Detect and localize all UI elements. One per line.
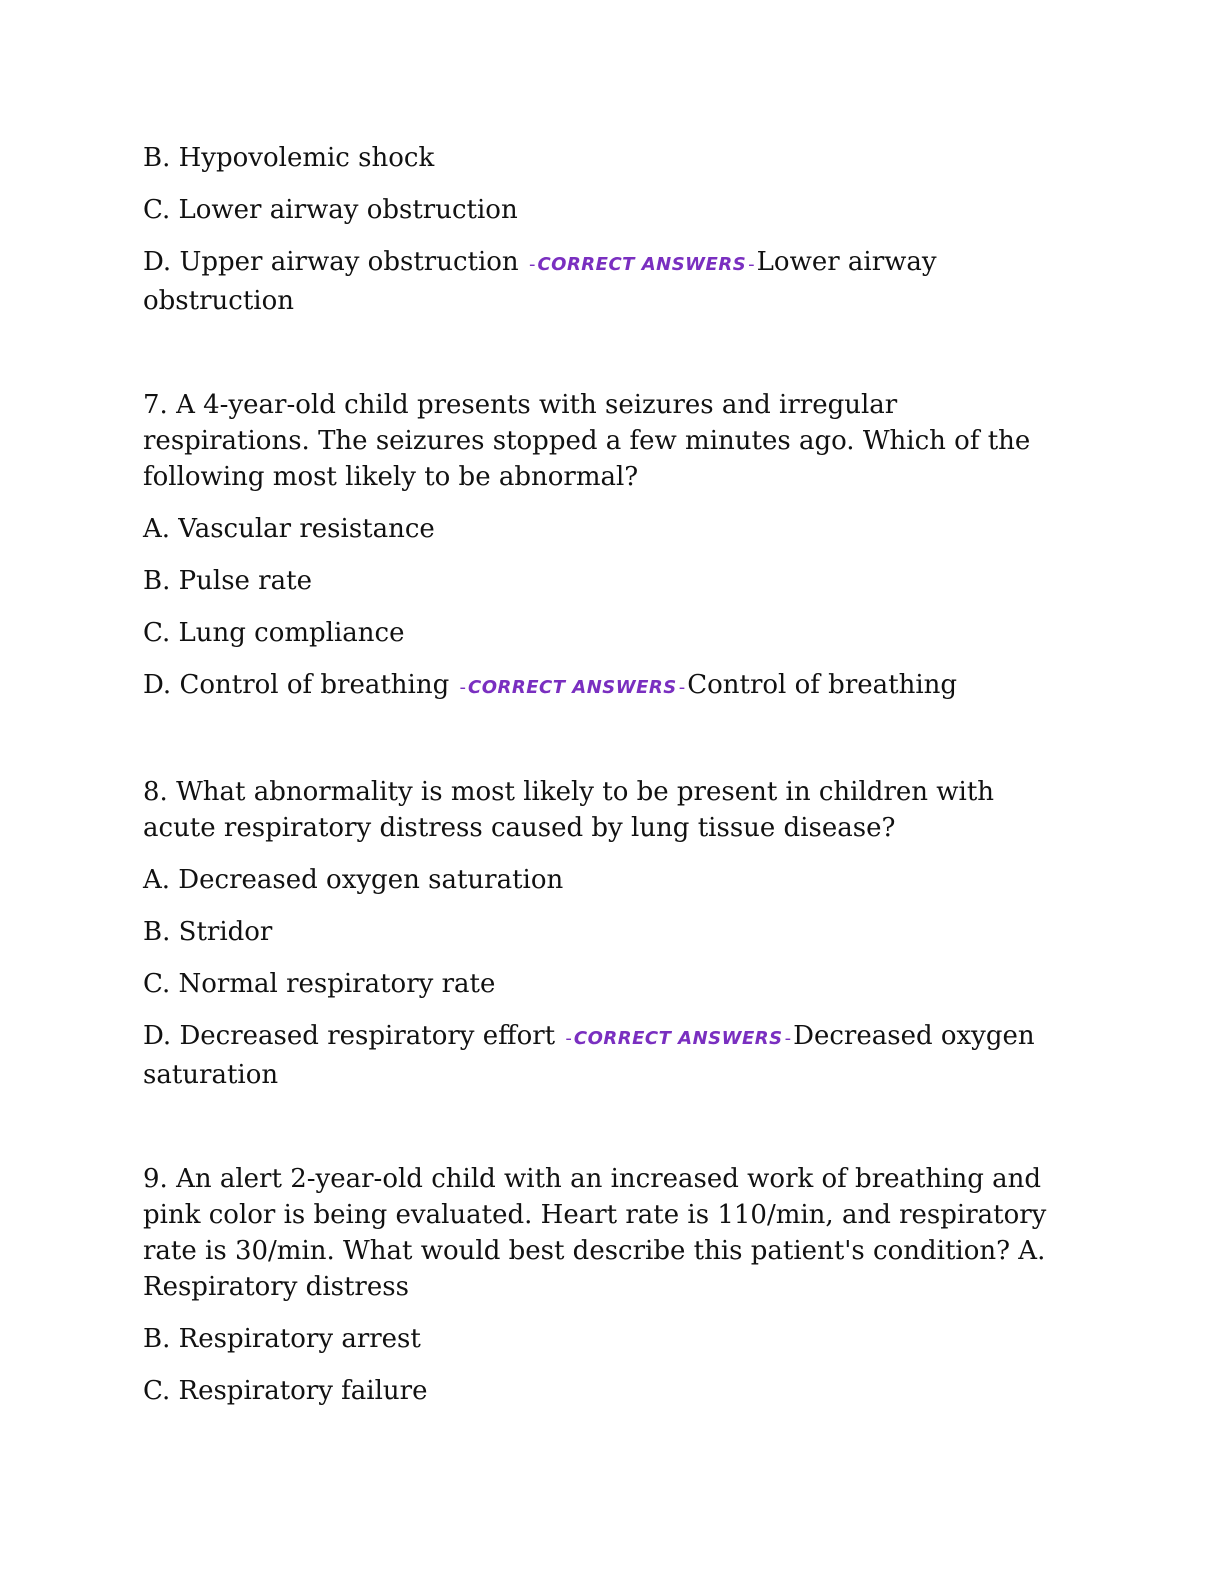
option-d: D. Control of breathing <box>143 670 450 700</box>
question-text: 7. A 4-year-old child presents with seizures and irregular respirations. The seizures stopped a few minutes ago. Which of the following most likely to be abnormal? <box>143 390 1031 492</box>
question-text: 8. What abnormality is most likely to be present in children with acute respiratory distress caused by lung tissue disease? <box>143 777 995 843</box>
correct-answer: Lower airway obstruction <box>143 247 937 316</box>
option-d-with-answer <box>143 667 1063 706</box>
option-b: B. Hypovolemic shock <box>143 143 435 173</box>
correct-answers-marker: - CORRECT ANSWERS - <box>565 1028 792 1049</box>
option-c: C. Normal respiratory rate <box>143 969 496 999</box>
question-spacer <box>143 722 1063 774</box>
correct-answers-label: CORRECT ANSWERS <box>573 1028 783 1049</box>
question-block-8 <box>143 774 1063 1093</box>
question-block-7 <box>143 387 1063 706</box>
question-text: 9. An alert 2-year-old child with an increased work of breathing and pink color is being evaluated. Heart rate is 110/min, and respiratory rate is 30/min. What would best describe this patient's condition? A. Respiratory distress <box>143 1164 1047 1302</box>
correct-answer: Control of breathing <box>687 670 958 700</box>
option-b: B. Pulse rate <box>143 566 312 596</box>
question-block-9 <box>143 1161 1063 1409</box>
option-d: D. Decreased respiratory effort <box>143 1021 556 1051</box>
option-b: B. Stridor <box>143 917 273 947</box>
correct-answers-marker: - CORRECT ANSWERS - <box>528 254 755 275</box>
option-c: C. Lung compliance <box>143 618 405 648</box>
question-spacer <box>143 1109 1063 1161</box>
option-d-with-answer <box>143 1018 1063 1093</box>
correct-answers-label: CORRECT ANSWERS <box>468 677 677 698</box>
option-d: D. Upper airway obstruction <box>143 247 519 277</box>
document-page <box>143 140 1063 1425</box>
question-spacer <box>143 335 1063 387</box>
correct-answers-marker: - CORRECT ANSWERS - <box>459 677 686 698</box>
correct-answers-label: CORRECT ANSWERS <box>537 254 747 275</box>
option-b: B. Respiratory arrest <box>143 1324 421 1354</box>
correct-answer: Decreased oxygen saturation <box>143 1021 1035 1090</box>
option-c: C. Lower airway obstruction <box>143 195 518 225</box>
option-c: C. Respiratory failure <box>143 1376 428 1406</box>
option-d-with-answer <box>143 244 1063 319</box>
option-a: A. Vascular resistance <box>143 514 435 544</box>
question-block-6 <box>143 140 1063 319</box>
option-a: A. Decreased oxygen saturation <box>143 865 564 895</box>
